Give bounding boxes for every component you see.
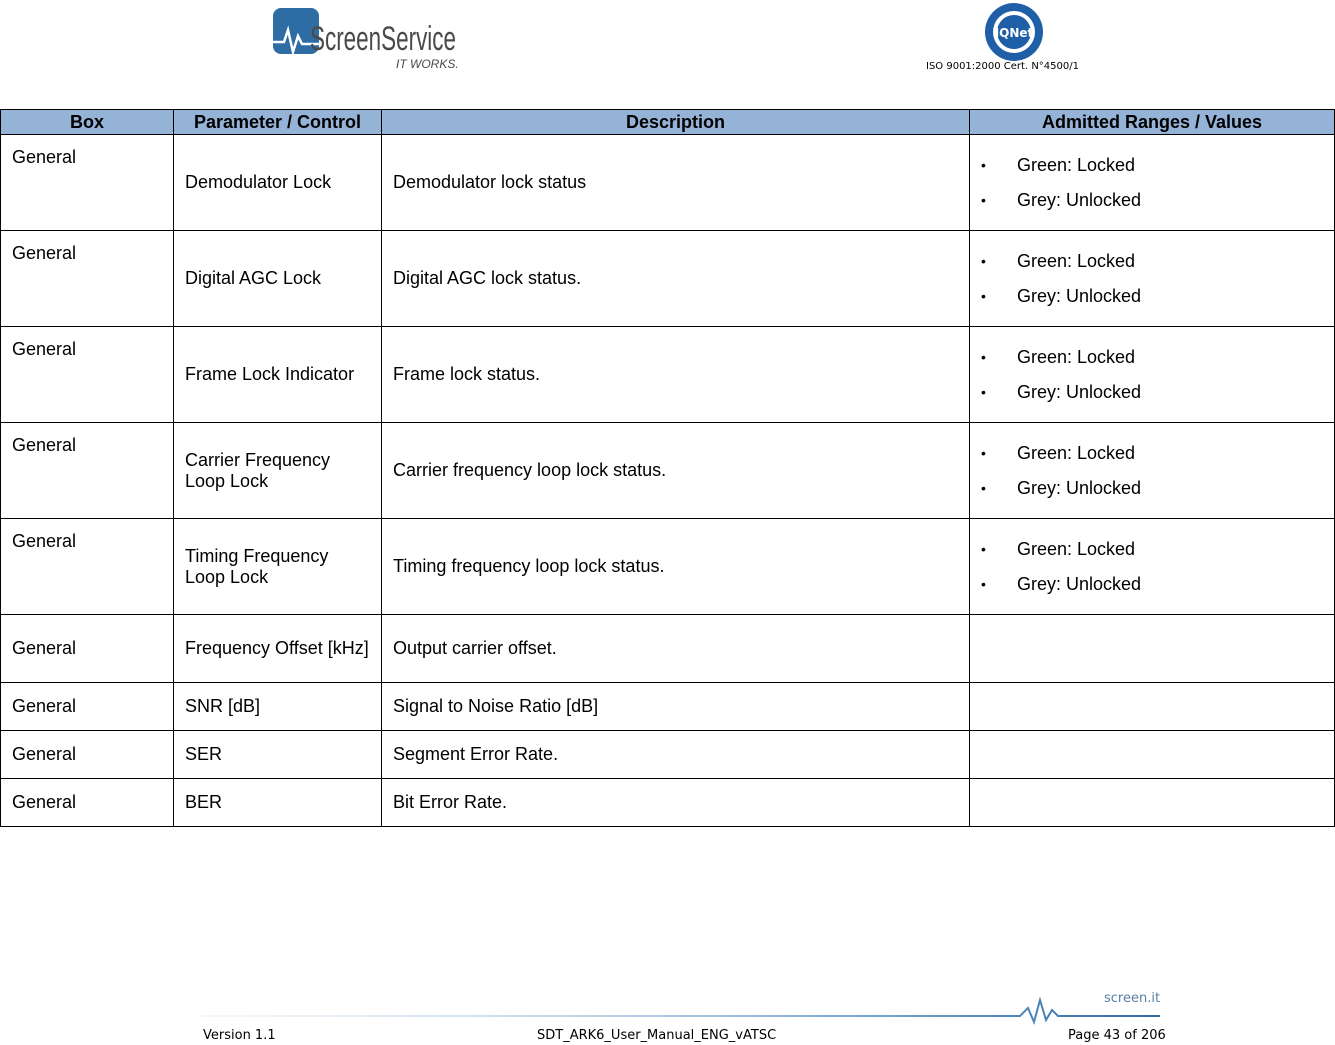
cell-box: General (1, 327, 174, 423)
cell-ranges (970, 423, 1335, 519)
column-header-box: Box (1, 110, 174, 135)
cell-box: General (1, 231, 174, 327)
cell-parameter: Frequency Offset [kHz] (174, 615, 382, 683)
range-list (981, 148, 1323, 218)
range-item: • Green: Locked (981, 148, 1323, 183)
table-header-row (1, 110, 1335, 135)
cell-description: Segment Error Rate. (382, 731, 970, 779)
column-header-parameter: Parameter / Control (174, 110, 382, 135)
column-header-ranges: Admitted Ranges / Values (970, 110, 1335, 135)
cell-description: Signal to Noise Ratio [dB] (382, 683, 970, 731)
cell-description: Bit Error Rate. (382, 779, 970, 827)
table-row (1, 779, 1335, 827)
cell-description: Frame lock status. (382, 327, 970, 423)
range-item: • Grey: Unlocked (981, 279, 1323, 314)
iqnet-certification-seal (984, 2, 1044, 62)
range-list (981, 340, 1323, 410)
cell-box: General (1, 615, 174, 683)
cell-ranges (970, 231, 1335, 327)
range-list (981, 436, 1323, 506)
cell-box: General (1, 683, 174, 731)
cell-description: Digital AGC lock status. (382, 231, 970, 327)
range-item: • Grey: Unlocked (981, 375, 1323, 410)
range-item: • Green: Locked (981, 436, 1323, 471)
table-row (1, 327, 1335, 423)
cell-parameter: SNR [dB] (174, 683, 382, 731)
table-row (1, 683, 1335, 731)
range-item: • Grey: Unlocked (981, 567, 1323, 602)
cell-parameter: BER (174, 779, 382, 827)
table-row (1, 231, 1335, 327)
range-list (981, 532, 1323, 602)
footer-version: Version 1.1 (203, 1028, 276, 1043)
cell-ranges (970, 731, 1335, 779)
range-list (981, 244, 1323, 314)
cell-box: General (1, 423, 174, 519)
cell-parameter: SER (174, 731, 382, 779)
cert-badge-text: IQNet (994, 26, 1034, 40)
cell-box: General (1, 779, 174, 827)
cell-box: General (1, 135, 174, 231)
table-row (1, 615, 1335, 683)
iso-certificate-text: ISO 9001:2000 Cert. N°4500/1 (926, 61, 1079, 72)
cell-parameter: Demodulator Lock (174, 135, 382, 231)
column-header-description: Description (382, 110, 970, 135)
table-row (1, 731, 1335, 779)
cell-description: Carrier frequency loop lock status. (382, 423, 970, 519)
range-item: • Green: Locked (981, 340, 1323, 375)
cell-parameter: Frame Lock Indicator (174, 327, 382, 423)
range-item: • Green: Locked (981, 532, 1323, 567)
cell-description: Output carrier offset. (382, 615, 970, 683)
company-tagline: IT WORKS. (396, 57, 459, 71)
cell-ranges (970, 779, 1335, 827)
cell-description: Timing frequency loop lock status. (382, 519, 970, 615)
cell-ranges (970, 327, 1335, 423)
cell-box: General (1, 731, 174, 779)
footer-page-number: Page 43 of 206 (1068, 1028, 1166, 1043)
table-row (1, 519, 1335, 615)
cell-parameter: Digital AGC Lock (174, 231, 382, 327)
footer-wave-divider (200, 990, 1160, 1030)
company-name: ScreenService (310, 20, 456, 58)
range-item: • Grey: Unlocked (981, 471, 1323, 506)
range-item: • Grey: Unlocked (981, 183, 1323, 218)
screenservice-logo (270, 8, 460, 72)
cell-ranges (970, 135, 1335, 231)
parameter-table (0, 109, 1335, 827)
footer-website: screen.it (1104, 991, 1161, 1006)
footer-wave-icon (200, 1000, 1160, 1022)
cell-description: Demodulator lock status (382, 135, 970, 231)
cell-ranges (970, 615, 1335, 683)
cell-box: General (1, 519, 174, 615)
table-row (1, 423, 1335, 519)
cell-ranges (970, 683, 1335, 731)
cell-parameter: Carrier Frequency Loop Lock (174, 423, 382, 519)
cell-ranges (970, 519, 1335, 615)
cell-parameter: Timing Frequency Loop Lock (174, 519, 382, 615)
footer-document-name: SDT_ARK6_User_Manual_ENG_vATSC (537, 1028, 777, 1043)
table-row (1, 135, 1335, 231)
range-item: • Green: Locked (981, 244, 1323, 279)
